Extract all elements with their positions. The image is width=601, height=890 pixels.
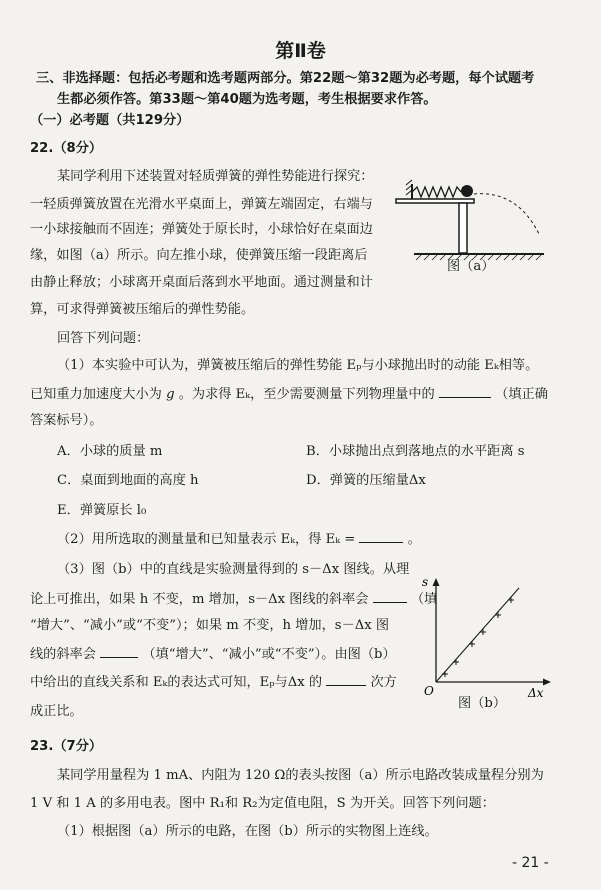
required-heading: （一）必考题（共129分） bbox=[30, 113, 190, 128]
option-a: A．小球的质量 m bbox=[57, 444, 163, 459]
q22-text-line: 某同学利用下述装置对轻质弹簧的弹性势能进行探究： bbox=[57, 169, 374, 184]
q23-text-line: 某同学用量程为 1 mA、内阻为 120 Ω的表头按图（a）所示电路改装成量程分别为 bbox=[57, 768, 544, 783]
page-number: - 21 - bbox=[512, 855, 549, 871]
option-c: C．桌面到地面的高度 h bbox=[57, 473, 199, 488]
figure-b-caption: 图（b） bbox=[458, 696, 507, 711]
q22-part3-line: “增大”、“减小”或“不变”）；如果 m 不变，h 增加，s－Δx 图 bbox=[30, 618, 390, 633]
figure-a-caption: 图（a） bbox=[447, 259, 495, 274]
option-e: E．弹簧原长 l₀ bbox=[57, 503, 147, 518]
answer-blank[interactable] bbox=[100, 645, 138, 658]
option-d: D．弹簧的压缩量Δx bbox=[306, 473, 426, 488]
q22-part3-line bbox=[30, 645, 396, 664]
part3-text: （填“增大”、“减小”或“不变”）。由图（b） bbox=[142, 647, 396, 662]
q22-part3-line bbox=[30, 590, 437, 609]
q22-part1-line3: 答案标号）。 bbox=[30, 413, 103, 428]
q23-text-line: （1）根据图（a）所示的电路，在图（b）所示的实物图上连线。 bbox=[57, 824, 438, 839]
answer-blank[interactable] bbox=[359, 530, 403, 543]
q22-text-line: 缘，如图（a）所示。向左推小球，使弹簧压缩一段距离后 bbox=[30, 248, 368, 263]
intro-line-2: 生都必须作答。第33题～第40题为选考题，考生根据要求作答。 bbox=[57, 92, 437, 107]
q23-text-line: 1 V 和 1 A 的多用电表。图中 R₁和 R₂为定值电阻，S 为开关。回答下列问题： bbox=[30, 796, 495, 811]
q22-text-line: 回答下列问题： bbox=[57, 331, 150, 346]
q23-number: 23.（7分） bbox=[30, 739, 103, 754]
option-b: B．小球抛出点到落地点的水平距离 s bbox=[306, 444, 525, 459]
q22-part2 bbox=[57, 530, 421, 549]
part3-text: （填 bbox=[410, 592, 438, 607]
part3-text: 中给出的直线关系和 Eₖ的表达式可知，Eₚ与Δx 的 bbox=[30, 675, 323, 690]
part3-text: 线的斜率会 bbox=[30, 647, 96, 662]
q22-text-line: 由静止释放；小球离开桌面后落到水平地面。通过测量和计 bbox=[30, 275, 373, 290]
part2-text: （2）用所选取的测量量和已知量表示 Eₖ，得 Eₖ = bbox=[57, 532, 356, 547]
answer-blank[interactable] bbox=[439, 385, 491, 398]
part1-text-b: 。为求得 Eₖ，至少需要测量下列物理量中的 bbox=[178, 387, 435, 402]
q22-part3-line bbox=[30, 673, 397, 692]
graph-y-label: s bbox=[422, 575, 429, 589]
q22-part1-line2 bbox=[30, 385, 548, 404]
q22-part3-line: （3）图（b）中的直线是实验测量得到的 s－Δx 图线。从理 bbox=[57, 562, 410, 577]
answer-blank[interactable] bbox=[373, 590, 407, 603]
q22-text-line: 算，可求得弹簧被压缩后的弹性势能。 bbox=[30, 302, 255, 317]
q22-text-line: 一轻质弹簧放置在光滑水平桌面上，弹簧左端固定，右端与 bbox=[30, 197, 373, 212]
part1-symbol-g: g bbox=[166, 387, 175, 402]
figure-b-graph bbox=[416, 574, 556, 700]
q22-part1-line1: （1）本实验中可认为，弹簧被压缩后的弹性势能 Eₚ与小球抛出时的动能 Eₖ相等。 bbox=[57, 358, 539, 373]
part1-text-a: 已知重力加速度大小为 bbox=[30, 387, 162, 402]
q22-text-line: 一小球接触而不固连；弹簧处于原长时，小球恰好在桌面边 bbox=[30, 222, 373, 237]
graph-origin: O bbox=[424, 684, 434, 698]
section-title: 第Ⅱ卷 bbox=[275, 40, 326, 62]
answer-blank[interactable] bbox=[326, 673, 366, 686]
q22-part3-line: 成正比。 bbox=[30, 704, 83, 719]
part3-text: 论上可推出，如果 h 不变，m 增加，s－Δx 图线的斜率会 bbox=[30, 592, 369, 607]
graph-x-label: Δx bbox=[528, 686, 544, 700]
q22-number: 22.（8分） bbox=[30, 141, 103, 156]
intro-line-1: 三、非选择题：包括必考题和选考题两部分。第22题～第32题为必考题，每个试题考 bbox=[36, 71, 535, 86]
part1-text-c: （填正确 bbox=[495, 387, 548, 402]
part2-end: 。 bbox=[407, 532, 421, 547]
part3-text: 次方 bbox=[370, 675, 397, 690]
